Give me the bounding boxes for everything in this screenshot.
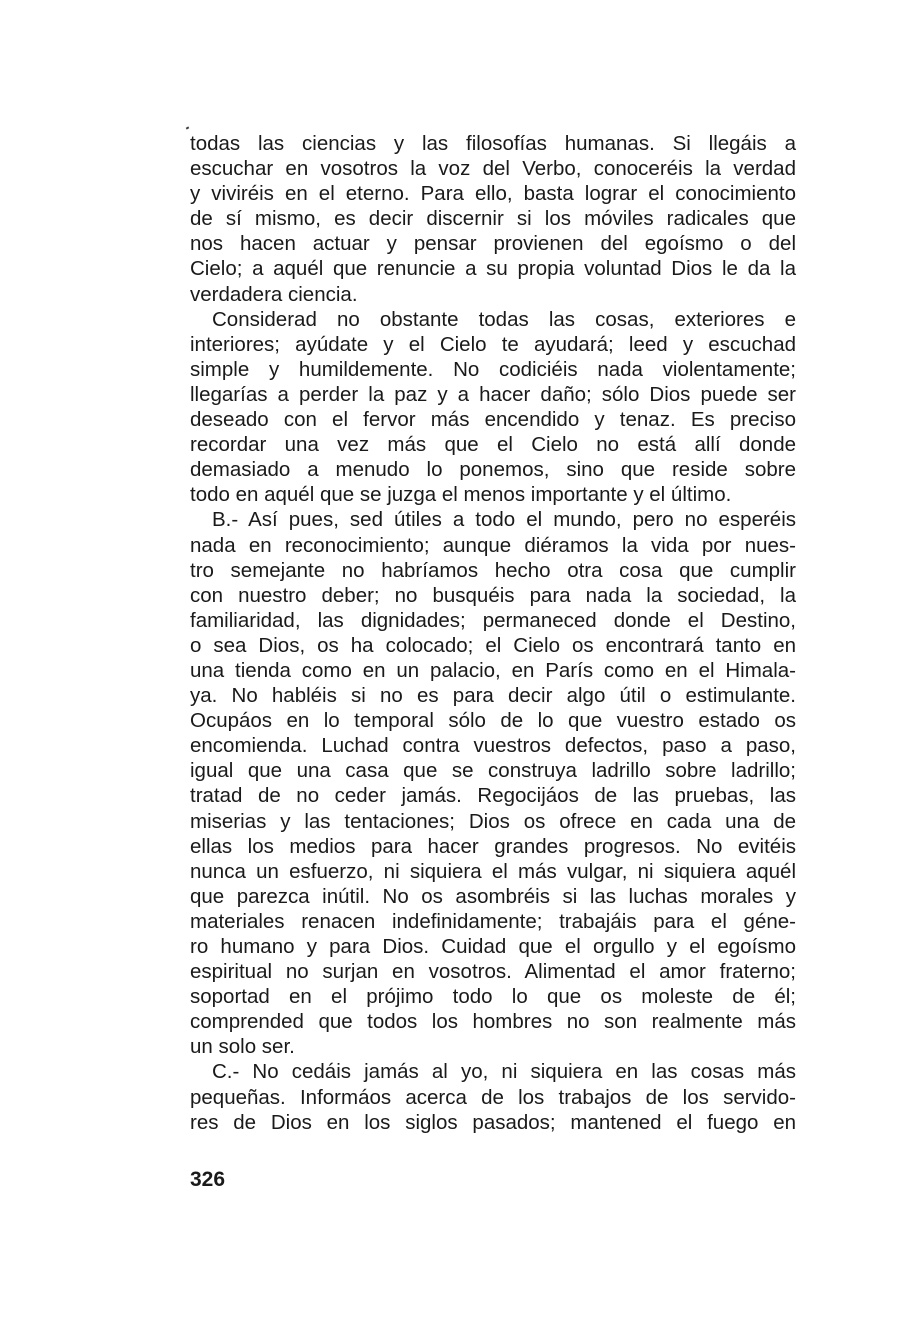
text-line: ro humano y para Dios. Cuidad que el orgullo y el egoísmo <box>190 935 796 958</box>
text-line: deseado con el fervor más encendido y tenaz. Es preciso <box>190 408 796 432</box>
paragraph <box>190 1059 796 1134</box>
text-line: nos hacen actuar y pensar provienen del egoísmo o del <box>190 232 796 256</box>
print-speck <box>186 126 190 129</box>
text-line: tro semejante no habríamos hecho otra cosa que cumplir <box>190 558 796 582</box>
text-line: C.- No cedáis jamás al yo, ni siquiera en las cosas más <box>212 1060 796 1084</box>
text-line: escuchar en vosotros la voz del Verbo, conoceréis la verdad <box>190 157 796 181</box>
text-line: pequeñas. Informáos acerca de los trabajos de los servido- <box>190 1085 796 1109</box>
text-line: ellas los medios para hacer grandes progresos. No evitéis <box>190 834 796 858</box>
text-line: soportad en el prójimo todo lo que os moleste de él; <box>190 985 796 1009</box>
body-text <box>190 131 796 1135</box>
text-line: simple y humildemente. No codiciéis nada violentamente; <box>190 357 796 381</box>
text-line: un solo ser. <box>190 1035 295 1059</box>
text-line: todas las ciencias y las filosofías humanas. Si llegáis a <box>190 132 796 155</box>
text-line: encomienda. Luchad contra vuestros defectos, paso a paso, <box>190 734 796 758</box>
text-line: tratad de no ceder jamás. Regocijáos de las pruebas, las <box>190 784 796 808</box>
text-line: nunca un esfuerzo, ni siquiera el más vulgar, ni siquiera aquél <box>190 859 796 883</box>
text-line: una tienda como en un palacio, en París como en el Himala- <box>190 658 796 682</box>
text-line: espiritual no surjan en vosotros. Alimentad el amor fraterno; <box>190 960 796 984</box>
text-line: igual que una casa que se construya ladrillo sobre ladrillo; <box>190 759 796 783</box>
text-line: familiaridad, las dignidades; permaneced donde el Destino, <box>190 608 796 632</box>
page-number: 326 <box>190 1168 226 1191</box>
text-line: o sea Dios, os ha colocado; el Cielo os encontrará tanto en <box>190 633 796 657</box>
text-line: con nuestro deber; no busquéis para nada la sociedad, la <box>190 583 796 607</box>
paragraph <box>190 307 796 508</box>
text-line: nada en reconocimiento; aunque diéramos la vida por nues- <box>190 533 796 557</box>
text-line: Ocupáos en lo temporal sólo de lo que vuestro estado os <box>190 709 796 733</box>
text-line: que parezca inútil. No os asombréis si las luchas morales y <box>190 884 796 908</box>
text-line: comprended que todos los hombres no son realmente más <box>190 1010 796 1034</box>
text-line: interiores; ayúdate y el Cielo te ayudará; leed y escuchad <box>190 332 796 356</box>
text-line: res de Dios en los siglos pasados; mantened el fuego en <box>190 1110 796 1134</box>
text-line: verdadera ciencia. <box>190 282 358 306</box>
text-line: recordar una vez más que el Cielo no está allí donde <box>190 433 796 457</box>
text-line: Cielo; a aquél que renuncie a su propia voluntad Dios le da la <box>190 257 796 281</box>
paragraph <box>190 507 796 1059</box>
paragraph <box>190 131 796 307</box>
text-line: todo en aquél que se juzga el menos importante y el último. <box>190 483 732 507</box>
text-line: materiales renacen indefinidamente; trabajáis para el géne- <box>190 909 796 933</box>
text-line: ya. No habléis si no es para decir algo útil o estimulante. <box>190 684 796 708</box>
text-line: B.- Así pues, sed útiles a todo el mundo, pero no esperéis <box>212 508 796 532</box>
text-line: de sí mismo, es decir discernir si los móviles radicales que <box>190 207 796 231</box>
text-line: demasiado a menudo lo ponemos, sino que reside sobre <box>190 458 796 482</box>
text-line: Considerad no obstante todas las cosas, exteriores e <box>212 307 796 331</box>
text-line: llegarías a perder la paz y a hacer daño; sólo Dios puede ser <box>190 382 796 406</box>
text-line: y viviréis en el eterno. Para ello, basta lograr el conocimiento <box>190 182 796 206</box>
text-line: miserias y las tentaciones; Dios os ofrece en cada una de <box>190 809 796 833</box>
